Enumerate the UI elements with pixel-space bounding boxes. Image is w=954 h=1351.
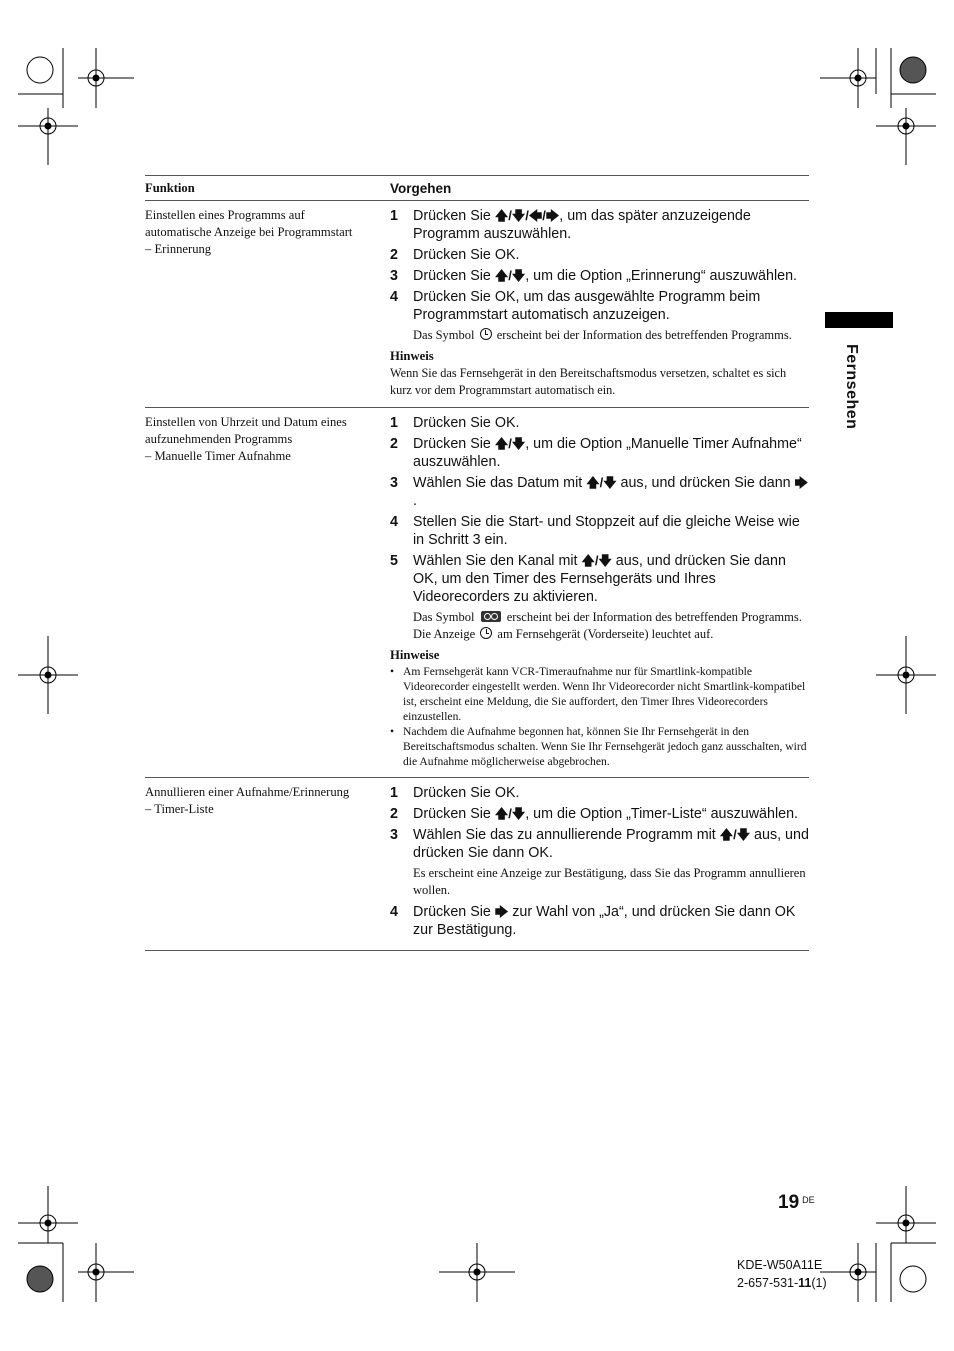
- page-number: 19 $^{DE}$: [778, 1192, 815, 1213]
- page-language: DE: [802, 1195, 815, 1205]
- procedure-cell: [390, 414, 809, 769]
- step-text: Wählen Sie das Datum mit 🡅/🡇 aus, und drücken Sie dann 🡆.: [413, 475, 809, 509]
- clock-icon: [480, 627, 492, 639]
- note-bullet: • Nachdem die Aufnahme begonnen hat, können Sie Ihr Fernsehgerät in den Bereitschaftsmodus schalten. Wenn Sie Ihr Fernsehgerät jedoch ganz ausschalten, wird die Aufnahme möglicherweise abgebrochen.: [390, 725, 807, 768]
- arrow-up-down-icon: 🡅/🡇: [581, 553, 612, 568]
- step: [390, 513, 809, 549]
- step-subnote: Das Symbol erscheint bei der Information des betreffenden Programms.: [413, 328, 792, 342]
- step-number: 3: [390, 475, 398, 491]
- arrow-all-icon: 🡅/🡇/🡄/🡆: [494, 208, 560, 223]
- arrow-up-down-icon: 🡅/🡇: [494, 436, 526, 451]
- step-number: 2: [390, 247, 398, 263]
- step-text: Drücken Sie 🡅/🡇, um die Option „Timer-Liste“ auszuwählen.: [413, 806, 799, 822]
- function-line: Einstellen eines Programms auf: [145, 208, 305, 222]
- step-text: Drücken Sie 🡅/🡇, um die Option „Erinnerung“ auszuwählen.: [413, 268, 797, 284]
- part-number: 2-657-531-11(1): [737, 1276, 827, 1290]
- step-text: Stellen Sie die Start- und Stoppzeit auf die gleiche Weise wie in Schritt 3 ein.: [413, 514, 800, 548]
- step-number: 3: [390, 827, 398, 843]
- step-number: 3: [390, 268, 398, 284]
- procedure-cell: [390, 784, 809, 942]
- header-funktion: Funktion: [145, 180, 195, 195]
- arrow-right-icon: 🡆: [494, 904, 509, 919]
- table-row: [145, 408, 809, 778]
- arrow-right-icon: 🡆: [794, 475, 809, 490]
- function-line: Annullieren einer Aufnahme/Erinnerung: [145, 785, 350, 799]
- section-tab-label: Fernsehen: [843, 344, 860, 430]
- step: [390, 474, 809, 510]
- step-number: 5: [390, 553, 398, 569]
- bullet-icon: •: [390, 665, 395, 678]
- step-text: Drücken Sie 🡆 zur Wahl von „Ja“, und drücken Sie dann OK zur Bestätigung.: [413, 904, 796, 938]
- table-header: [145, 176, 809, 201]
- procedure-cell: [390, 207, 809, 399]
- clock-icon: [480, 328, 492, 340]
- step: [390, 784, 809, 802]
- bullet-icon: •: [390, 725, 395, 738]
- step-number: 2: [390, 436, 398, 452]
- arrow-up-down-icon: 🡅/🡇: [586, 475, 617, 490]
- arrow-up-down-icon: 🡅/🡇: [494, 806, 526, 821]
- step-text: Wählen Sie das zu annullierende Programm mit 🡅/🡇 aus, und drücken Sie dann OK.: [413, 827, 809, 861]
- function-line: – Manuelle Timer Aufnahme: [145, 449, 291, 463]
- step-text: Drücken Sie OK.: [413, 785, 520, 801]
- table-row: [145, 778, 809, 950]
- step-text: Drücken Sie 🡅/🡇, um die Option „Manuelle Timer Aufnahme“ auszuwählen.: [413, 436, 802, 470]
- function-line: – Erinnerung: [145, 242, 212, 256]
- function-line: – Timer-Liste: [145, 802, 214, 816]
- step-number: 1: [390, 415, 398, 431]
- step-number: 4: [390, 289, 398, 305]
- step-number: 4: [390, 514, 398, 530]
- step-text: Drücken Sie OK, um das ausgewählte Programm beim Programmstart automatisch anzuzeigen.: [413, 289, 761, 323]
- step: [390, 288, 809, 324]
- function-cell: [145, 784, 390, 942]
- arrow-up-down-icon: 🡅/🡇: [719, 827, 751, 842]
- function-cell: [145, 207, 390, 399]
- arrow-up-down-icon: 🡅/🡇: [494, 268, 526, 283]
- note-heading: Hinweise: [390, 648, 440, 662]
- step: [390, 414, 809, 432]
- step-number: 2: [390, 806, 398, 822]
- header-vorgehen: Vorgehen: [390, 180, 452, 196]
- function-line: Einstellen von Uhrzeit und Datum eines: [145, 415, 347, 429]
- step-text: Drücken Sie OK.: [413, 415, 520, 431]
- function-cell: [145, 414, 390, 769]
- section-tab-bar: [825, 312, 893, 328]
- model-info: [737, 1256, 827, 1292]
- step-number: 4: [390, 904, 398, 920]
- step: [390, 246, 809, 264]
- function-line: aufzunehmenden Programms: [145, 432, 293, 446]
- step-subnote: Es erscheint eine Anzeige zur Bestätigung, dass Sie das Programm annullieren wollen.: [413, 866, 806, 897]
- step: [390, 435, 809, 471]
- step-text: Drücken Sie 🡅/🡇/🡄/🡆, um das später anzuzeigende Programm auszuwählen.: [413, 208, 751, 242]
- step: [390, 552, 809, 606]
- step-text: Drücken Sie OK.: [413, 247, 520, 263]
- step: [390, 903, 809, 939]
- step: [390, 207, 809, 243]
- model-number: KDE-W50A11E: [737, 1258, 823, 1272]
- function-line: automatische Anzeige bei Programmstart: [145, 225, 353, 239]
- step-number: 1: [390, 208, 398, 224]
- step-subnote: Das Symbol erscheint bei der Information des betreffenden Programms. Die Anzeige am Fernsehgerät (Vorderseite) leuchtet auf.: [413, 610, 802, 641]
- step-number: 1: [390, 785, 398, 801]
- function-table: [145, 175, 809, 951]
- note-heading: Hinweis: [390, 349, 434, 363]
- step-text: Wählen Sie den Kanal mit 🡅/🡇 aus, und drücken Sie dann OK, um den Timer des Fernsehgeräts und Ihres Videorecorders zu aktivieren.: [413, 553, 786, 605]
- table-row: [145, 201, 809, 408]
- vcr-tape-icon: [481, 611, 501, 622]
- note-text: Wenn Sie das Fernsehgerät in den Bereitschaftsmodus versetzen, schaltet es sich kurz vor dem Programmstart automatisch ein.: [390, 366, 787, 397]
- note-bullet: • Am Fernsehgerät kann VCR-Timeraufnahme nur für Smartlink-kompatible Videorecorder eingestellt werden. Wenn Ihr Videorecorder nicht Smartlink-kompatibel ist, erscheint eine Meldung, die Sie auffordert, den Timer Ihres Videorecorders einzustellen.: [390, 665, 806, 723]
- step: [390, 267, 809, 285]
- step: [390, 805, 809, 823]
- step: [390, 826, 809, 862]
